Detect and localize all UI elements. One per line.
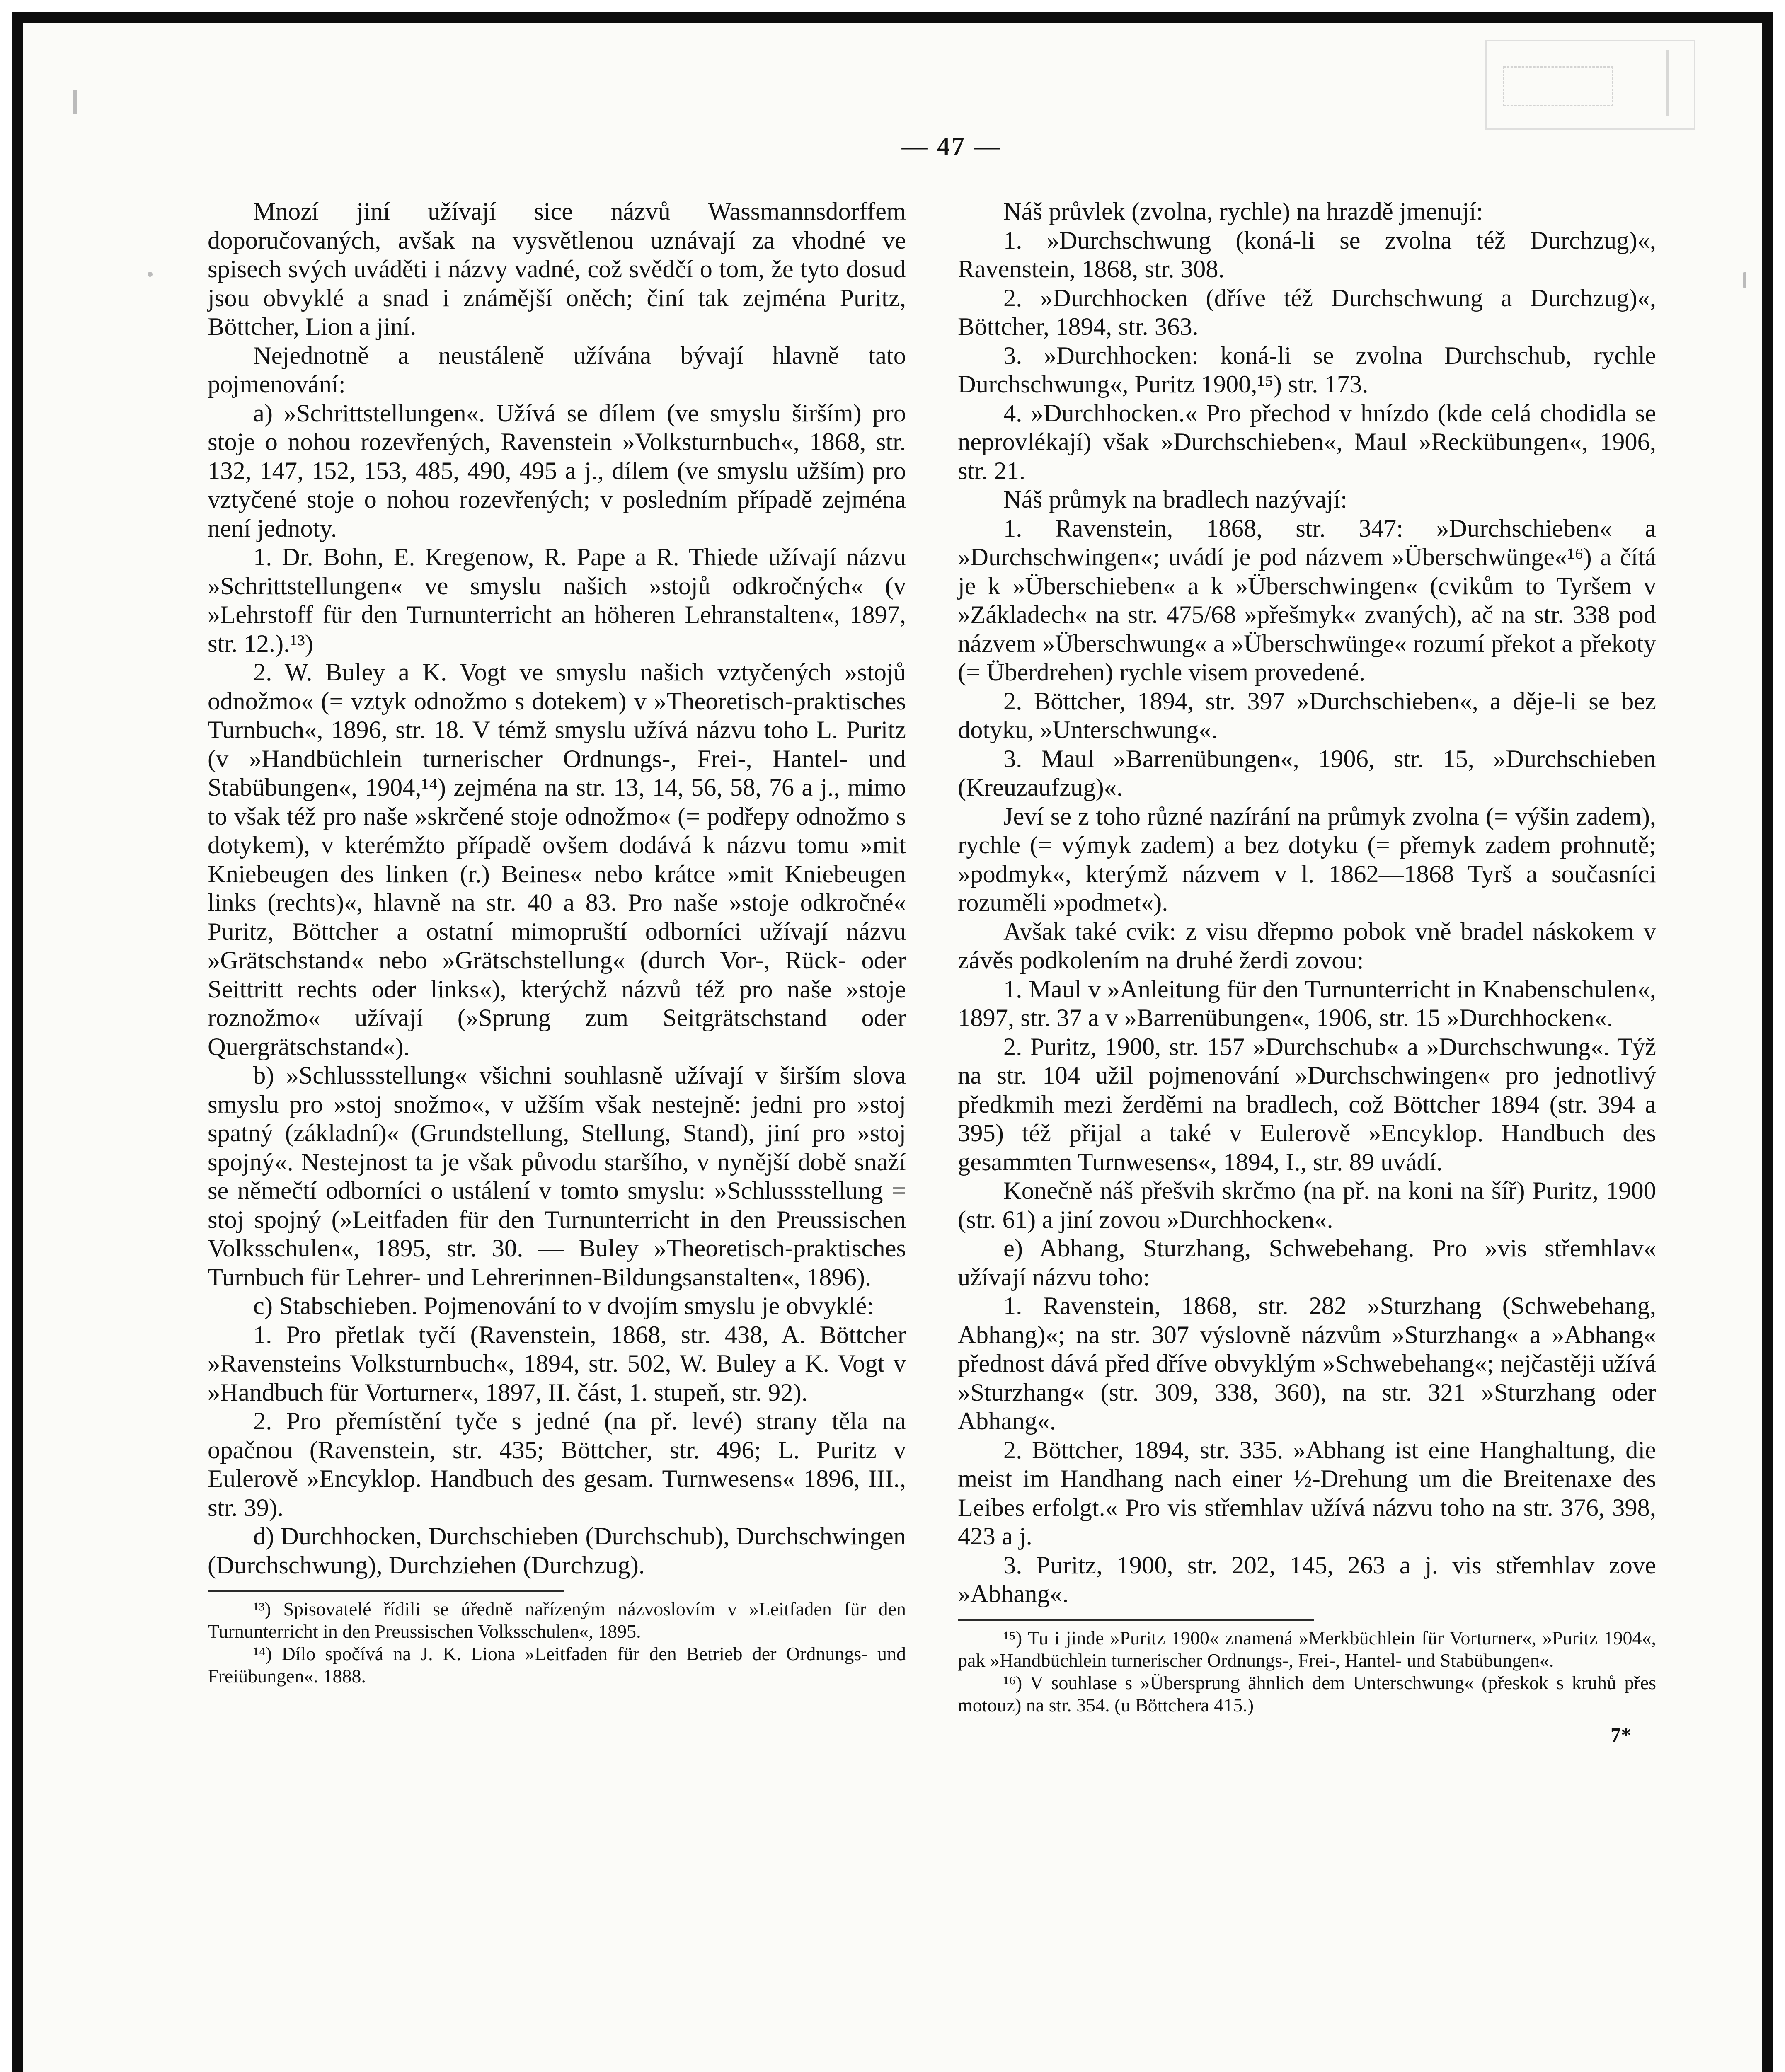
faded-stamp xyxy=(1485,40,1695,130)
footnote: ¹⁵) Tu i jinde »Puritz 1900« znamená »Merkbüchlein für Vorturner«, »Puritz 1904«, pak »Handbüchlein turnerischer Ordnungs-, Frei-, Hantel- und Stabübungen«. xyxy=(958,1627,1656,1671)
paragraph: 1. Ravenstein, 1868, str. 282 »Sturzhang (Schwebehang, Abhang)«; na str. 307 výslovně názvům »Sturzhang« a »Abhang« přednost dává před dříve obvyklým »Schwebehang«; nejčastěji užívá »Sturzhang« (str. 309, 338, 360), na str. 321 »Sturzhang oder Abhang«. xyxy=(958,1292,1656,1435)
paragraph: Náš průmyk na bradlech nazývají: xyxy=(1003,486,1347,513)
scan-speck xyxy=(1743,272,1746,288)
paragraph: a) »Schrittstellungen«. Užívá se dílem (ve smyslu širším) pro stoje o nohou rozevřených, Ravenstein »Volksturnbuch«, 1868, str. 132, 147, 152, 153, 485, 490, 495 a j., dílem (ve smyslu užším) pro vztyčené stoje o nohou rozevřených; v posledním případě zejména není jednoty. xyxy=(208,399,906,542)
paragraph: 1. Pro přetlak tyčí (Ravenstein, 1868, str. 438, A. Böttcher »Ravensteins Volksturnbuch«, 1894, str. 502, W. Buley a K. Vogt v »Handbuch für Vorturner«, 1897, II. část, 1. stupeň, str. 92). xyxy=(208,1321,906,1406)
paragraph: 3. Maul »Barrenübungen«, 1906, str. 15, »Durchschieben (Kreuzaufzug)«. xyxy=(958,745,1656,801)
paragraph: 2. W. Buley a K. Vogt ve smyslu našich vztyčených »stojů odnožmo« (= vztyk odnožmo s dotekem) v »Theoretisch-praktisches Turnbuch«, 1896, str. 18. V témž smyslu užívá názvu toho L. Puritz (v »Handbüchlein turnerischer Ordnungs-, Frei-, Hantel- und Stabübungen«, 1904,¹⁴) zejména na str. 13, 14, 56, 58, 76 a j., mimo to však též pro naše »skrčené stoje odnožmo« (= podřepy odnožmo s dotykem), v kterémžto případě ovšem dodává k názvu tomu »mit Kniebeugen des linken (r.) Beines« nebo krátce »mit Kniebeugen links (rechts)«, hlavně na str. 40 a 83. Pro naše »stoje odkročné« Puritz, Böttcher a ostatní mimopruští odborníci užívají názvu »Grätschstand« nebo »Grätschstellung« (durch Vor-, Rück- oder Seittritt rechts oder links«), kterýchž názvů též pro naše »stoje roznožmo« užívají (»Sprung zum Seitgrätschstand oder Quergrätschstand«). xyxy=(208,658,906,1061)
footnote-divider xyxy=(958,1619,1314,1621)
paragraph: c) Stabschieben. Pojmenování to v dvojím smyslu je obvyklé: xyxy=(253,1292,874,1320)
paragraph: 2. Puritz, 1900, str. 157 »Durchschub« a »Durchschwung«. Týž na str. 104 užil pojmenování »Durchschwingen« pro jednotlivý předkmih mezi žerděmi na bradlech, což Böttcher 1894 (str. 394 a 395) též přijal a také v Eulerově »Encyklop. Handbuch des gesammten Turnwesens«, 1894, I., str. 89 uvádí. xyxy=(958,1033,1656,1176)
footnote-divider xyxy=(208,1590,564,1592)
footnote: ¹⁶) V souhlase s »Übersprung ähnlich dem Unterschwung« (přeskok s kruhů přes motouz) na str. 354. (u Böttchera 415.) xyxy=(958,1672,1656,1716)
paragraph: Náš průvlek (zvolna, rychle) na hrazdě jmenují: xyxy=(1003,198,1483,225)
paragraph: Jeví se z toho různé nazírání na průmyk zvolna (= výšin zadem), rychle (= výmyk zadem) a bez dotyku (= přemyk zadem prohnutě; »podmyk«, kterýmž názvem v l. 1862—1868 Tyrš a současníci rozuměli »podmet«). xyxy=(958,802,1656,917)
printer-signature: 7* xyxy=(1611,1723,1631,1746)
paragraph: d) Durchhocken, Durchschieben (Durchschub), Durchschwingen (Durchschwung), Durchziehen (Durchzug). xyxy=(208,1523,906,1579)
right-column xyxy=(958,197,1656,1749)
scan-speck xyxy=(73,90,77,114)
paragraph: e) Abhang, Sturzhang, Schwebehang. Pro »vis střemhlav« užívají názvu toho: xyxy=(958,1234,1656,1291)
paragraph: 1. »Durchschwung (koná-li se zvolna též Durchzug)«, Ravenstein, 1868, str. 308. xyxy=(958,226,1656,283)
paragraph: 2. Pro přemístění tyče s jedné (na př. levé) strany těla na opačnou (Ravenstein, str. 435; Böttcher, str. 496; L. Puritz v Eulerově »Encyklop. Handbuch des gesam. Turnwesens« 1896, III., str. 39). xyxy=(208,1407,906,1522)
footnote: ¹⁴) Dílo spočívá na J. K. Liona »Leitfaden für den Betrieb der Ordnungs- und Freiübungen«. 1888. xyxy=(208,1643,906,1687)
paragraph: 4. »Durchhocken.« Pro přechod v hnízdo (kde celá chodidla se neprovlékají) však »Durchschieben«, Maul »Reckübungen«, 1906, str. 21. xyxy=(958,399,1656,485)
paragraph: 2. Böttcher, 1894, str. 335. »Abhang ist eine Hanghaltung, die meist im Handhang nach einer ½-Drehung um die Breitenaxe des Leibes erfolgt.« Pro vis střemhlav užívá názvu toho na str. 376, 398, 423 a j. xyxy=(958,1436,1656,1550)
left-column xyxy=(208,197,906,1687)
paragraph: Mnozí jiní užívají sice názvů Wassmannsdorffem doporučovaných, avšak na vysvětlenou uznávají za vhodné ve spisech svých uváděti i názvy vadné, což svědčí o tom, že tyto dosud jsou obvyklé a snad i známější oněch; činí tak zejména Puritz, Böttcher, Lion a jiní. xyxy=(208,198,906,341)
paragraph: Nejednotně a neustáleně užívána bývají hlavně tato pojmenování: xyxy=(208,341,906,398)
paragraph: 2. »Durchhocken (dříve též Durchschwung a Durchzug)«, Böttcher, 1894, str. 363. xyxy=(958,284,1656,341)
footnote: ¹³) Spisovatelé řídili se úředně nařízeným názvoslovím v »Leitfaden für den Turnunterricht in den Preussischen Volksschulen«, 1895. xyxy=(208,1598,906,1642)
paragraph: Avšak také cvik: z visu dřepmo pobok vně bradel náskokem v závěs podkolením na druhé žerdi zovou: xyxy=(958,917,1656,974)
paragraph: 1. Ravenstein, 1868, str. 347: »Durchschieben« a »Durchschwingen«; uvádí je pod názvem »Überschwünge«¹⁶) a čítá je k »Überschieben« a k »Überschwingen« (cvikům to Tyršem v »Základech« na str. 475/68 »přešmyk« zvaných), ač na str. 338 pod názvem »Überschwung« a »Überschwünge« rozumí překot a překoty (= Überdrehen) rychle visem provedené. xyxy=(958,514,1656,686)
page-frame xyxy=(12,12,1773,2072)
scan-speck xyxy=(148,272,153,277)
paragraph: Konečně náš přešvih skrčmo (na př. na koni na šíř) Puritz, 1900 (str. 61) a jiní zovou »Durchhocken«. xyxy=(958,1177,1656,1234)
paragraph: 3. Puritz, 1900, str. 202, 145, 263 a j. vis střemhlav zove »Abhang«. xyxy=(958,1551,1656,1608)
page-number: — 47 — xyxy=(901,132,1002,160)
paragraph: 1. Dr. Bohn, E. Kregenow, R. Pape a R. Thiede užívají názvu »Schrittstellungen« ve smyslu našich »stojů odkročných« (v »Lehrstoff für den Turnunterricht an höheren Lehranstalten«, 1897, str. 12.).¹³) xyxy=(208,543,906,658)
paragraph: 3. »Durchhocken: koná-li se zvolna Durchschub, rychle Durchschwung«, Puritz 1900,¹⁵) str. 173. xyxy=(958,341,1656,398)
paragraph: 1. Maul v »Anleitung für den Turnunterricht in Knabenschulen«, 1897, str. 37 a v »Barrenübungen«, 1906, str. 15 »Durchhocken«. xyxy=(958,975,1656,1032)
paragraph: 2. Böttcher, 1894, str. 397 »Durchschieben«, a děje-li se bez dotyku, »Unterschwung«. xyxy=(958,687,1656,744)
paragraph: b) »Schlussstellung« všichni souhlasně užívají v širším slova smyslu pro »stoj snožmo«, v užším však nestejně: jedni pro »stoj spatný (základní)« (Grundstellung, Stellung, Stand), jiní pro »stoj spojný«. Nestejnost ta je však původu staršího, v nynější době snaží se němečtí odborníci o ustálení v tomto smyslu: »Schlussstellung = stoj spojný (»Leitfaden für den Turnunterricht in den Preussischen Volksschulen«, 1895, str. 30. — Buley »Theoretisch-praktisches Turnbuch für Lehrer- und Lehrerinnen-Bildungsanstalten«, 1896). xyxy=(208,1062,906,1291)
